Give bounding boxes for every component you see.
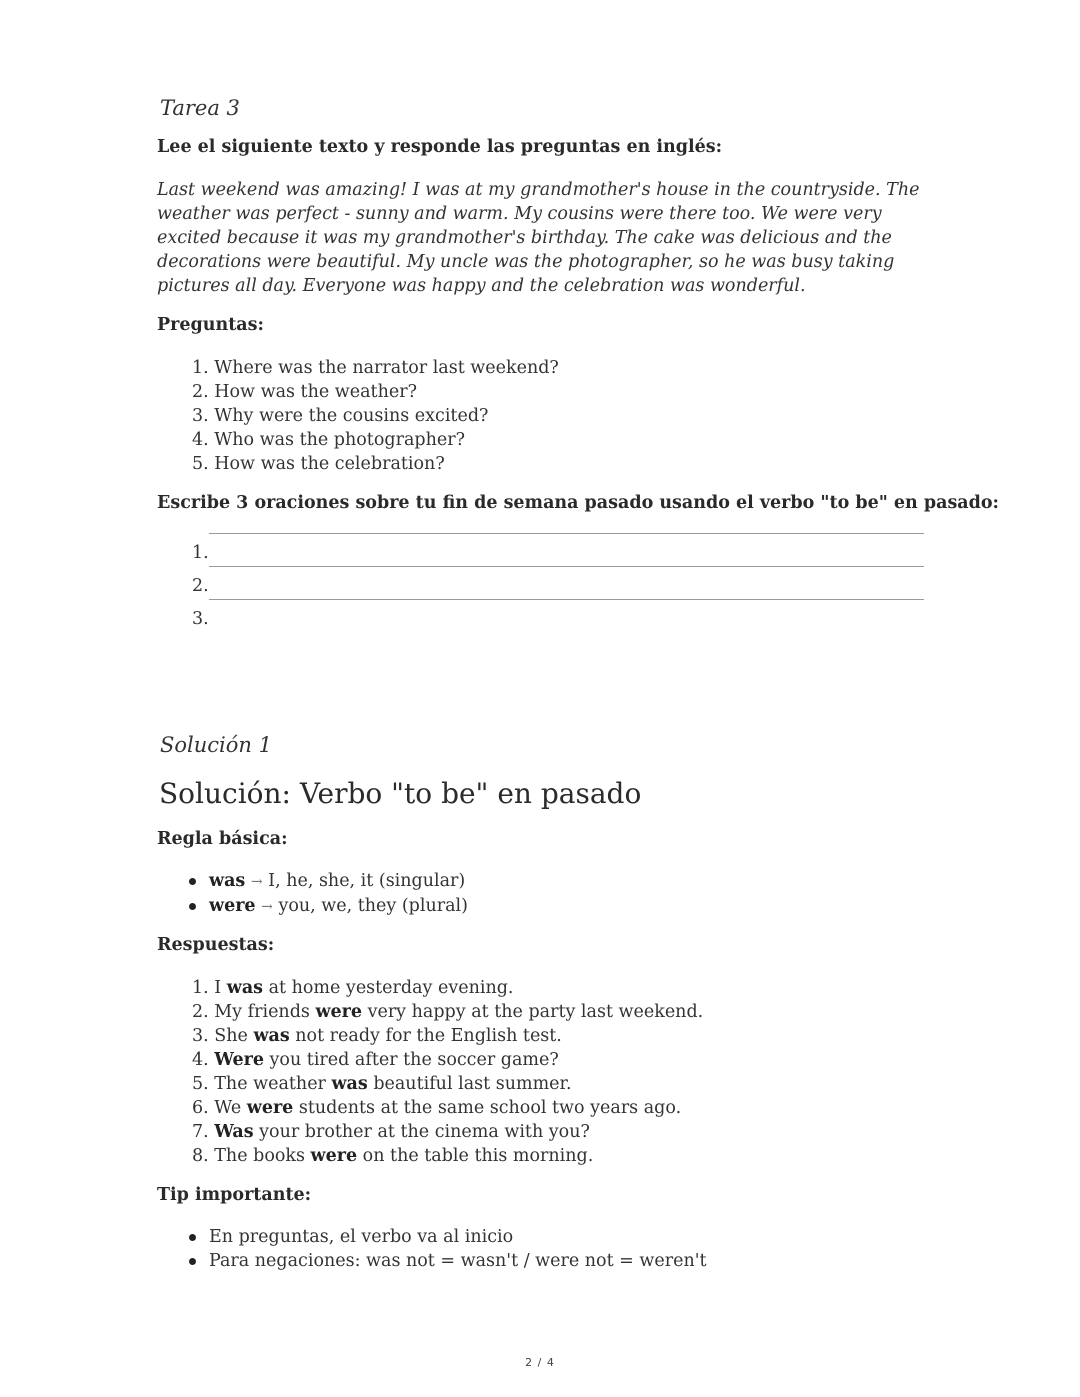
answer-rule bbox=[209, 533, 924, 534]
verb-keyword: was bbox=[226, 978, 264, 998]
writing-line-2[interactable] bbox=[192, 566, 924, 599]
answer-text: 7. bbox=[192, 1122, 215, 1142]
answer-text: not ready for the English test. bbox=[289, 1026, 562, 1046]
list-item bbox=[188, 869, 468, 894]
verb-keyword: Were bbox=[214, 1050, 264, 1070]
answer-text: beautiful last summer. bbox=[367, 1074, 572, 1094]
line-number: 3. bbox=[192, 609, 209, 629]
answer-text: 8. The books bbox=[192, 1146, 311, 1166]
verb-keyword: were bbox=[246, 1098, 294, 1118]
solution-heading: Solución: Verbo "to be" en pasado bbox=[159, 777, 642, 810]
verb-keyword: were bbox=[310, 1146, 358, 1166]
task-instruction: Lee el siguiente texto y responde las preguntas en inglés: bbox=[157, 137, 723, 157]
list-item bbox=[192, 1072, 703, 1096]
answer-text: on the table this morning. bbox=[357, 1146, 594, 1166]
list-item bbox=[192, 1096, 703, 1120]
verb-keyword: was bbox=[331, 1074, 368, 1094]
list-item: Para negaciones: was not = wasn't / were not = weren't bbox=[188, 1249, 707, 1273]
list-item bbox=[188, 894, 468, 919]
rule-description: you, we, they (plural) bbox=[278, 896, 468, 916]
page-indicator: 2 / 4 bbox=[525, 1356, 555, 1369]
questions-list bbox=[192, 356, 559, 476]
line-number: 2. bbox=[192, 576, 209, 596]
answer-text: 1. I bbox=[192, 978, 227, 998]
answer-text: 3. She bbox=[192, 1026, 254, 1046]
answers-list bbox=[192, 976, 703, 1168]
list-item: 3. Why were the cousins excited? bbox=[192, 406, 489, 426]
answer-text: 2. My friends bbox=[192, 1002, 316, 1022]
answer-text: at home yesterday evening. bbox=[263, 978, 514, 998]
answer-rule bbox=[209, 566, 924, 567]
line-number: 1. bbox=[192, 543, 209, 563]
rule-description: I, he, she, it (singular) bbox=[268, 871, 466, 891]
verb-keyword: were bbox=[315, 1002, 363, 1022]
list-item bbox=[192, 976, 703, 1000]
list-item bbox=[192, 1144, 703, 1168]
list-item bbox=[192, 1000, 703, 1024]
list-item: 5. How was the celebration? bbox=[192, 454, 445, 474]
verb-keyword: was bbox=[253, 1026, 290, 1046]
writing-line-1[interactable] bbox=[192, 533, 924, 566]
arrow-icon: → bbox=[250, 874, 263, 890]
verb-keyword: were bbox=[209, 896, 256, 916]
list-item bbox=[192, 1120, 703, 1144]
list-item: 4. Who was the photographer? bbox=[192, 430, 465, 450]
answer-text: 6. We bbox=[192, 1098, 247, 1118]
list-item bbox=[192, 1024, 703, 1048]
verb-keyword: Was bbox=[214, 1122, 254, 1142]
answer-text: 4. bbox=[192, 1050, 215, 1070]
tip-label: Tip importante: bbox=[157, 1185, 312, 1205]
list-item: 2. How was the weather? bbox=[192, 382, 417, 402]
tip-list bbox=[188, 1225, 707, 1273]
answer-text: very happy at the party last weekend. bbox=[362, 1002, 704, 1022]
rule-label: Regla básica: bbox=[157, 829, 288, 849]
answer-rule bbox=[209, 599, 924, 600]
answer-text: students at the same school two years ago. bbox=[293, 1098, 682, 1118]
answers-label: Respuestas: bbox=[157, 935, 275, 955]
list-item: En preguntas, el verbo va al inicio bbox=[188, 1225, 707, 1249]
answer-text: 5. The weather bbox=[192, 1074, 332, 1094]
task-label: Tarea 3 bbox=[160, 96, 240, 120]
verb-keyword: was bbox=[209, 871, 246, 891]
answer-text: your brother at the cinema with you? bbox=[253, 1122, 590, 1142]
reading-passage: Last weekend was amazing! I was at my grandmother's house in the countryside. The weather was perfect - sunny and warm. My cousins were there too. We were very excited because it was my grandmother's birthday. The cake was delicious and the decorations were beautiful. My uncle was the photographer, so he was busy taking pictures all day. Everyone was happy and the celebration was wonderful. bbox=[157, 180, 920, 296]
questions-label: Preguntas: bbox=[157, 315, 264, 335]
solution-label: Solución 1 bbox=[160, 733, 272, 757]
answer-text: you tired after the soccer game? bbox=[263, 1050, 559, 1070]
writing-line-3[interactable] bbox=[192, 599, 924, 632]
arrow-icon: → bbox=[261, 899, 273, 915]
list-item bbox=[192, 1048, 703, 1072]
writing-prompt: Escribe 3 oraciones sobre tu fin de semana pasado usando el verbo "to be" en pasado: bbox=[157, 493, 999, 513]
list-item: 1. Where was the narrator last weekend? bbox=[192, 358, 559, 378]
rule-list bbox=[188, 869, 468, 919]
